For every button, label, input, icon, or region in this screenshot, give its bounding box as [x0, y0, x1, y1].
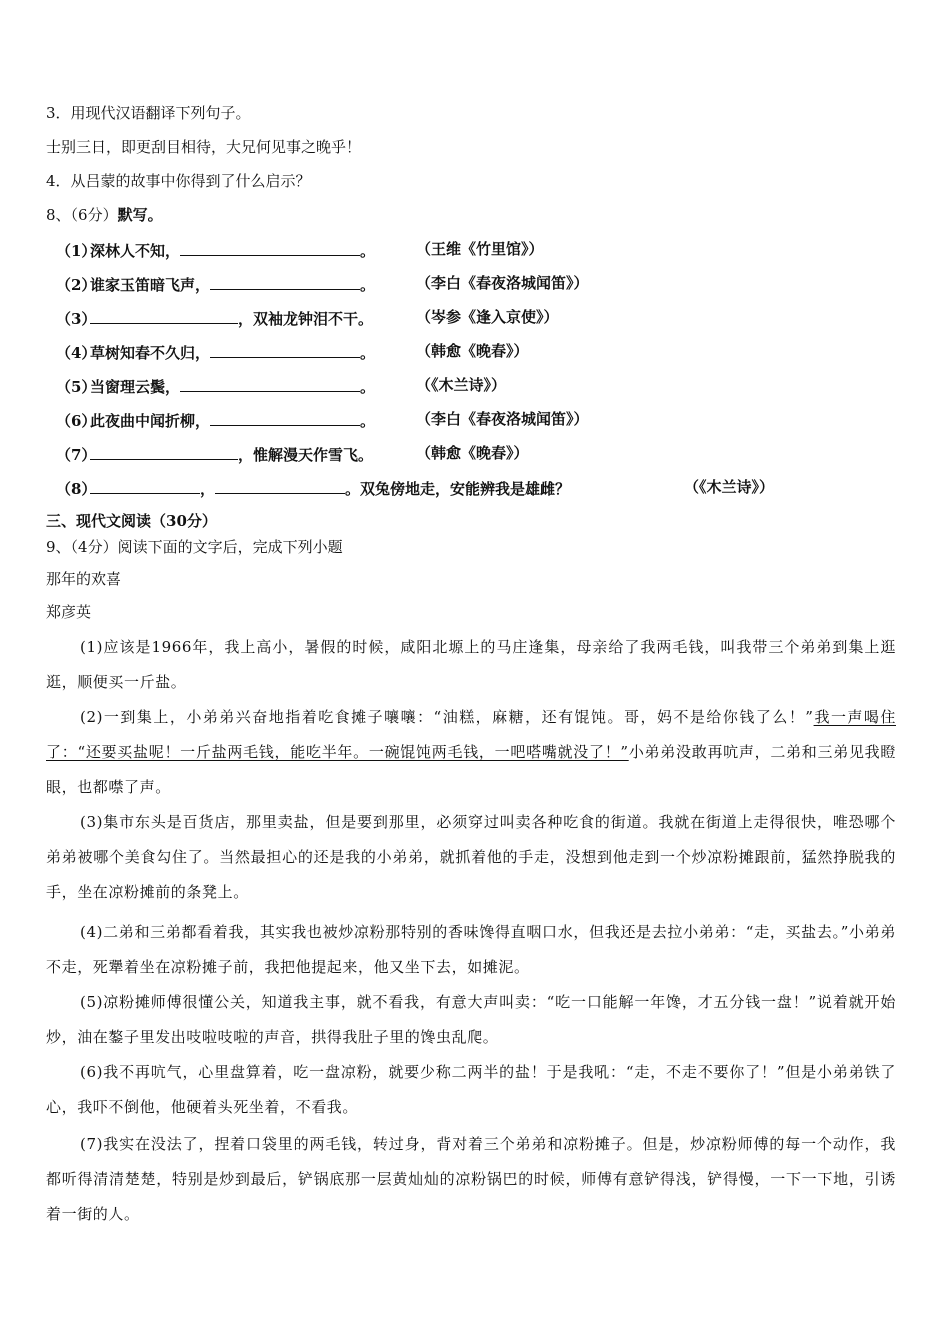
q9-label: 9、（4分）阅读下面的文字后，完成下列小题 — [46, 538, 343, 556]
article-author: 郑彦英 — [46, 603, 92, 621]
answer-blank[interactable] — [210, 341, 360, 358]
answer-blank[interactable] — [90, 307, 238, 324]
q8-prefix: 8、（6分） — [46, 206, 118, 224]
item-source: （《木兰诗》） — [684, 478, 775, 496]
underlined-sentence: 我一声喝住了：“还要买盐呢！一斤盐两毛钱，能吃半年。一碗馄饨两毛钱，一吧嗒嘴就没了！” — [46, 708, 896, 761]
item-source: （王维《竹里馆》） — [416, 240, 544, 258]
item-text-after: 。 — [360, 242, 376, 260]
q4-label: 4．从吕蒙的故事中你得到了什么启示？ — [46, 172, 311, 190]
article-title: 那年的欢喜 — [46, 570, 122, 588]
dictation-item-5 — [56, 375, 507, 397]
dictation-item-1 — [56, 239, 544, 261]
item-number: （8） — [56, 480, 97, 498]
item-text-after: 。 — [360, 378, 376, 396]
item-source: （李白《春夜洛城闻笛》） — [416, 410, 589, 428]
paragraph-6: (6)我不再吭气，心里盘算着，吃一盘凉粉，就要少称二两半的盐！于是我吼：“走，不走不要你了！”但是小弟弟铁了心，我吓不倒他，他硬着头死坐着，不看我。 — [46, 1063, 896, 1116]
item-source: （李白《春夜洛城闻笛》） — [416, 274, 589, 292]
dictation-item-2 — [56, 273, 589, 295]
item-number: （6） — [56, 412, 97, 430]
item-text-before: 此夜曲中闻折柳， — [90, 412, 211, 430]
paragraph-2 — [46, 700, 896, 805]
dictation-item-7 — [56, 443, 529, 465]
dictation-item-4 — [56, 341, 529, 363]
item-text-after: ，双袖龙钟泪不干。 — [238, 310, 374, 328]
item-source: （韩愈《晚春》） — [416, 444, 529, 462]
q3-sentence: 士别三日，即更刮目相待，大兄何见事之晚乎！ — [46, 138, 362, 156]
item-source: （《木兰诗》） — [416, 376, 507, 394]
item-number: （2） — [56, 276, 97, 294]
item-number: （5） — [56, 378, 97, 396]
item-text-before: 当窗理云鬓， — [90, 378, 181, 396]
item-number: （4） — [56, 344, 97, 362]
item-number: （3） — [56, 310, 97, 328]
answer-blank[interactable] — [210, 409, 360, 426]
item-source: （韩愈《晚春》） — [416, 342, 529, 360]
answer-blank[interactable] — [210, 273, 360, 290]
paragraph-7: (7)我实在没法了，捏着口袋里的两毛钱，转过身，背对着三个弟弟和凉粉摊子。但是，炒凉粉师傅的每一个动作，我都听得清清楚楚，特别是炒到最后，铲锅底那一层黄灿灿的凉粉锅巴的时候，师傅有意铲得浅，铲得慢，一下一下地，引诱着一街的人。 — [46, 1135, 896, 1223]
answer-blank[interactable] — [215, 477, 345, 494]
item-text-after: 。 — [360, 344, 376, 362]
q3-label: 3．用现代汉语翻译下列句子。 — [46, 104, 251, 122]
dictation-item-6 — [56, 409, 589, 431]
paragraph-4: (4)二弟和三弟都看着我，其实我也被炒凉粉那特别的香味馋得直咽口水，但我还是去拉小弟弟：“走，买盐去。”小弟弟不走，死犟着坐在凉粉摊子前，我把他提起来，他又坐下去，如摊泥。 — [46, 923, 896, 976]
q8-title: 默写。 — [117, 206, 163, 224]
item-text-after: 。 — [360, 412, 376, 430]
paragraph-3: (3)集市东头是百货店，那里卖盐，但是要到那里，必须穿过叫卖各种吃食的街道。我就在街道上走得很快，唯恐哪个弟弟被哪个美食勾住了。当然最担心的还是我的小弟弟，就抓着他的手走，没想到他走到一个炒凉粉摊跟前，猛然挣脱我的手，坐在凉粉摊前的条凳上。 — [46, 813, 896, 901]
item-number: （1） — [56, 242, 97, 260]
answer-blank[interactable] — [90, 477, 200, 494]
paragraph-1: (1)应该是1966年，我上高小，暑假的时候，咸阳北塬上的马庄逢集，母亲给了我两毛钱，叫我带三个弟弟到集上逛逛，顺便买一斤盐。 — [46, 638, 896, 691]
item-text-before: 谁家玉笛暗飞声， — [90, 276, 211, 294]
answer-blank[interactable] — [180, 239, 360, 256]
dictation-item-8 — [56, 477, 775, 499]
section-title: 三、现代文阅读（30分） — [46, 512, 217, 530]
answer-blank[interactable] — [180, 375, 360, 392]
item-text-after: ，惟解漫天作雪飞。 — [238, 446, 374, 464]
dictation-item-3 — [56, 307, 559, 329]
paragraph-5: (5)凉粉摊师傅很懂公关，知道我主事，就不看我，有意大声叫卖：“吃一口能解一年馋，才五分钱一盘！”说着就开始炒，油在鏊子里发出吱啦吱啦的声音，拱得我肚子里的馋虫乱爬。 — [46, 993, 896, 1046]
item-text-before: 草树知春不久归， — [90, 344, 211, 362]
item-text-after: 。 — [360, 276, 376, 294]
item-text-before: 深林人不知， — [90, 242, 181, 260]
paragraph-2-end: 小弟弟没敢再吭声，二弟和三弟见我瞪眼，也都噤了声。 — [46, 743, 897, 796]
item-number: （7） — [56, 446, 97, 464]
item-source: （岑参《逢入京使》） — [416, 308, 559, 326]
item-text-after: 。双兔傍地走，安能辨我是雄雌？ — [345, 480, 571, 498]
answer-blank[interactable] — [90, 443, 238, 460]
paragraph-2-start: (2)一到集上，小弟弟兴奋地指着吃食摊子嚷嚷：“油糕，麻糖，还有馄饨。哥，妈不是给你钱了么！” — [80, 708, 814, 726]
q8-heading — [46, 205, 163, 225]
item-text-mid: ， — [200, 480, 216, 498]
